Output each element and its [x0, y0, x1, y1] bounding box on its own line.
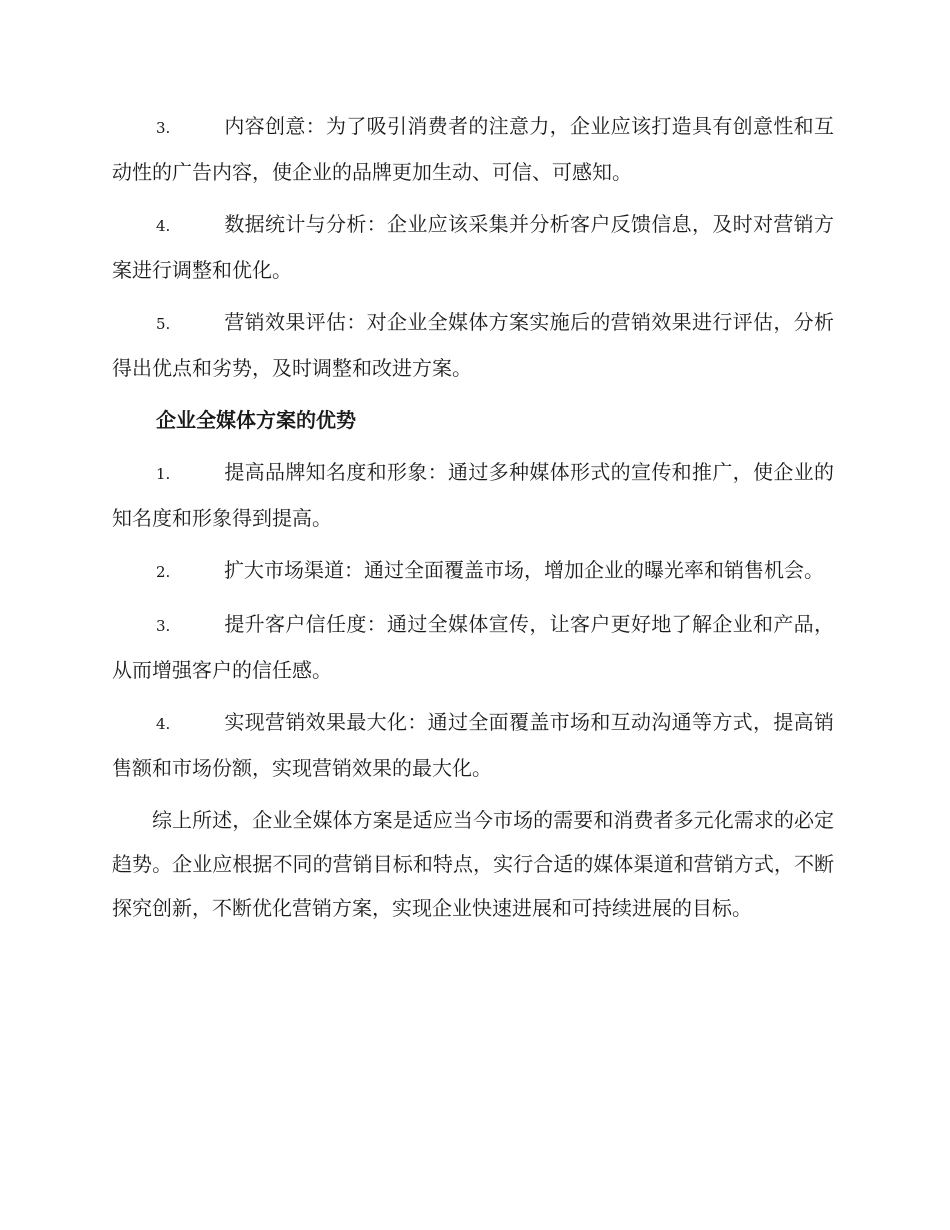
list-item [112, 104, 834, 194]
section-heading: 企业全媒体方案的优势 [156, 408, 356, 432]
list-item-number: 4. [156, 217, 171, 235]
list-item [112, 202, 834, 292]
list-item-text: 营销效果评估：对企业全媒体方案实施后的营销效果进行评估，分析得出优点和劣势，及时调整和改进方案。 [112, 310, 834, 380]
list-item [112, 548, 834, 594]
document-page [112, 104, 834, 938]
list-item [112, 300, 834, 390]
summary-paragraph: 综上所述，企业全媒体方案是适应当今市场的需要和消费者多元化需求的必定趋势。企业应根据不同的营销目标和特点，实行合适的媒体渠道和营销方式，不断探究创新，不断优化营销方案，实现企业快速进展和可持续进展的目标。 [112, 808, 834, 920]
list-item-number: 2. [156, 563, 171, 581]
list-item-number: 1. [156, 465, 171, 483]
list-item-text: 内容创意：为了吸引消费者的注意力，企业应该打造具有创意性和互动性的广告内容，使企业的品牌更加生动、可信、可感知。 [112, 114, 834, 184]
list-item-number: 3. [156, 617, 171, 635]
list-item-number: 5. [156, 315, 171, 333]
list-item-number: 4. [156, 715, 171, 733]
list-item-text: 扩大市场渠道：通过全面覆盖市场，增加企业的曝光率和销售机会。 [224, 558, 824, 582]
list-item-number: 3. [156, 119, 171, 137]
list-item-text: 提升客户信任度：通过全媒体宣传，让客户更好地了解企业和产品，从而增强客户的信任感。 [112, 612, 834, 682]
list-item [112, 700, 834, 790]
list-item-text: 数据统计与分析：企业应该采集并分析客户反馈信息，及时对营销方案进行调整和优化。 [112, 212, 834, 282]
list-item-text: 实现营销效果最大化：通过全面覆盖市场和互动沟通等方式，提高销售额和市场份额，实现营销效果的最大化。 [112, 710, 834, 780]
list-item [112, 602, 834, 692]
list-item-text: 提高品牌知名度和形象：通过多种媒体形式的宣传和推广，使企业的知名度和形象得到提高。 [112, 460, 834, 530]
list-item [112, 450, 834, 540]
